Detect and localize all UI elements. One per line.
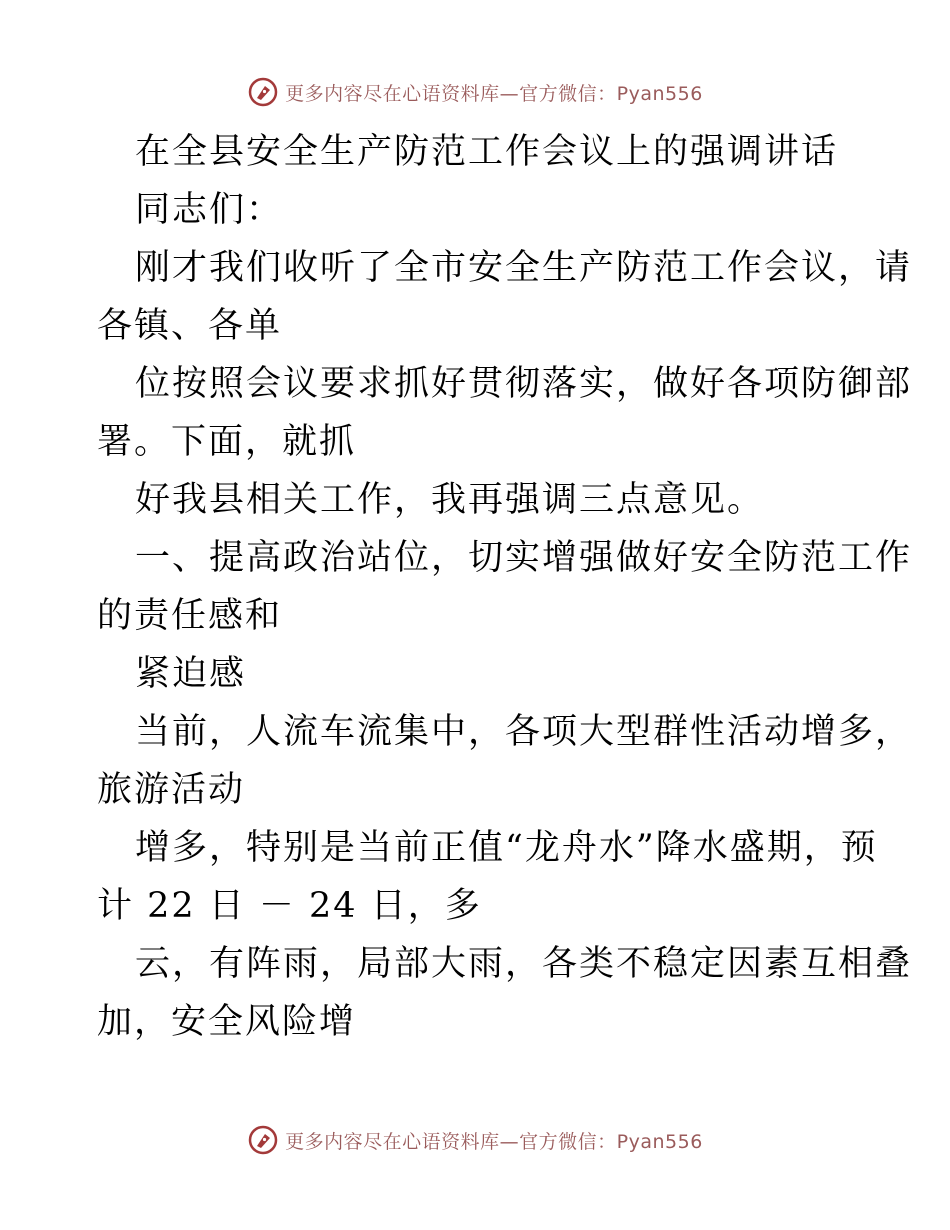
- pen-nib-logo-icon: [247, 1124, 279, 1156]
- document-body: [97, 123, 913, 1051]
- footer-banner: [0, 1120, 950, 1160]
- header-banner: [0, 72, 950, 112]
- text-line: 增多，特别是当前正值“龙舟水”降水盛期，预: [135, 828, 878, 868]
- text-line: 云，有阵雨，局部大雨，各类不稳定因素互相叠: [135, 944, 913, 984]
- footer-banner-text: 更多内容尽在心语资料库—官方微信：Pyan556: [285, 1130, 703, 1153]
- text-line: 计 22 日 － 24 日，多: [97, 886, 482, 926]
- text-line: 加，安全风险增: [97, 1002, 357, 1042]
- section-heading: 一、提高政治站位，切实增强做好安全防范工作: [135, 538, 913, 578]
- footer-banner-content: [247, 1124, 703, 1156]
- section-heading-continued: 紧迫感: [135, 654, 247, 694]
- text-line: 当前，人流车流集中，各项大型群性活动增多，: [135, 712, 913, 752]
- section-heading-continued: 的责任感和: [97, 596, 283, 636]
- text-line: 好我县相关工作，我再强调三点意见。: [135, 480, 765, 520]
- text-line: 旅游活动: [97, 770, 246, 810]
- header-banner-text: 更多内容尽在心语资料库—官方微信：Pyan556: [285, 82, 703, 105]
- text-line: 各镇、各单: [97, 306, 283, 346]
- header-banner-content: [247, 76, 703, 108]
- salutation: 同志们：: [135, 190, 284, 230]
- text-line: 署。下面，就抓: [97, 422, 357, 462]
- pen-nib-logo-icon: [247, 76, 279, 108]
- text-line: 位按照会议要求抓好贯彻落实，做好各项防御部: [135, 364, 913, 404]
- text-line: 刚才我们收听了全市安全生产防范工作会议，请: [135, 248, 913, 288]
- document-title: 在全县安全生产防范工作会议上的强调讲话: [135, 132, 839, 172]
